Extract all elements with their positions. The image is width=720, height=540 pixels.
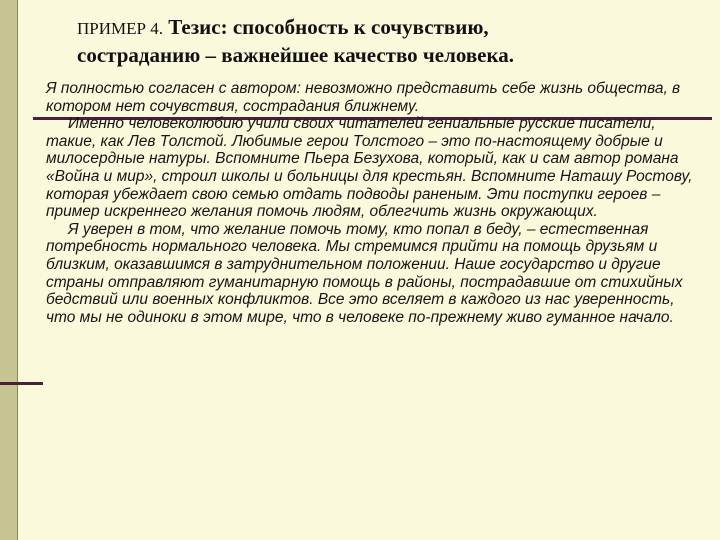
left-band-edge [17, 0, 18, 540]
title-line-1: Тезис: способность к сочувствию, [168, 15, 489, 39]
paragraph-literary-argument: Именно человеколюбию учили своих читателей гениальные русские писатели, такие, как Лев Толстой. Любимые герои Толстого – это по-настоящему добрые и милосердные натуры. Вспомните Пьера Безухова, который, как и сам автор романа «Война и мир», строил школы и больницы для крестьян. Вспомните Наташу Ростову, которая убеждает свою семью отдать подводы раненым. Эти поступки героев – пример искреннего желания помочь людям, облегчить жизнь окружающих. [46, 115, 693, 221]
side-divider [0, 382, 43, 385]
paragraph-life-argument: Я уверен в том, что желание помочь тому, кто попал в беду, – естественная потребность нормального человека. Мы стремимся прийти на помощь друзьям и близким, оказавшимся в затруднительном положении. Наше государство и другие страны отправляют гуманитарную помощь в районы, пострадавшие от стихийных бедствий или военных конфликтов. Все это вселяет в каждого из нас уверенность, что мы не одиноки в этом мире, что в человеке по-прежнему живо гуманное начало. [46, 220, 683, 326]
paragraph-agreement: Я полностью согласен с автором: невозможно представить себе жизнь общества, в котором нет сочувствия, сострадания ближнему. [46, 80, 681, 115]
left-decorative-band [0, 0, 17, 540]
slide-title [77, 14, 707, 68]
title-line-2: состраданию – важнейшее качество человека. [77, 43, 515, 67]
essay-body [46, 80, 698, 326]
title-prefix: ПРИМЕР 4. [77, 19, 163, 38]
